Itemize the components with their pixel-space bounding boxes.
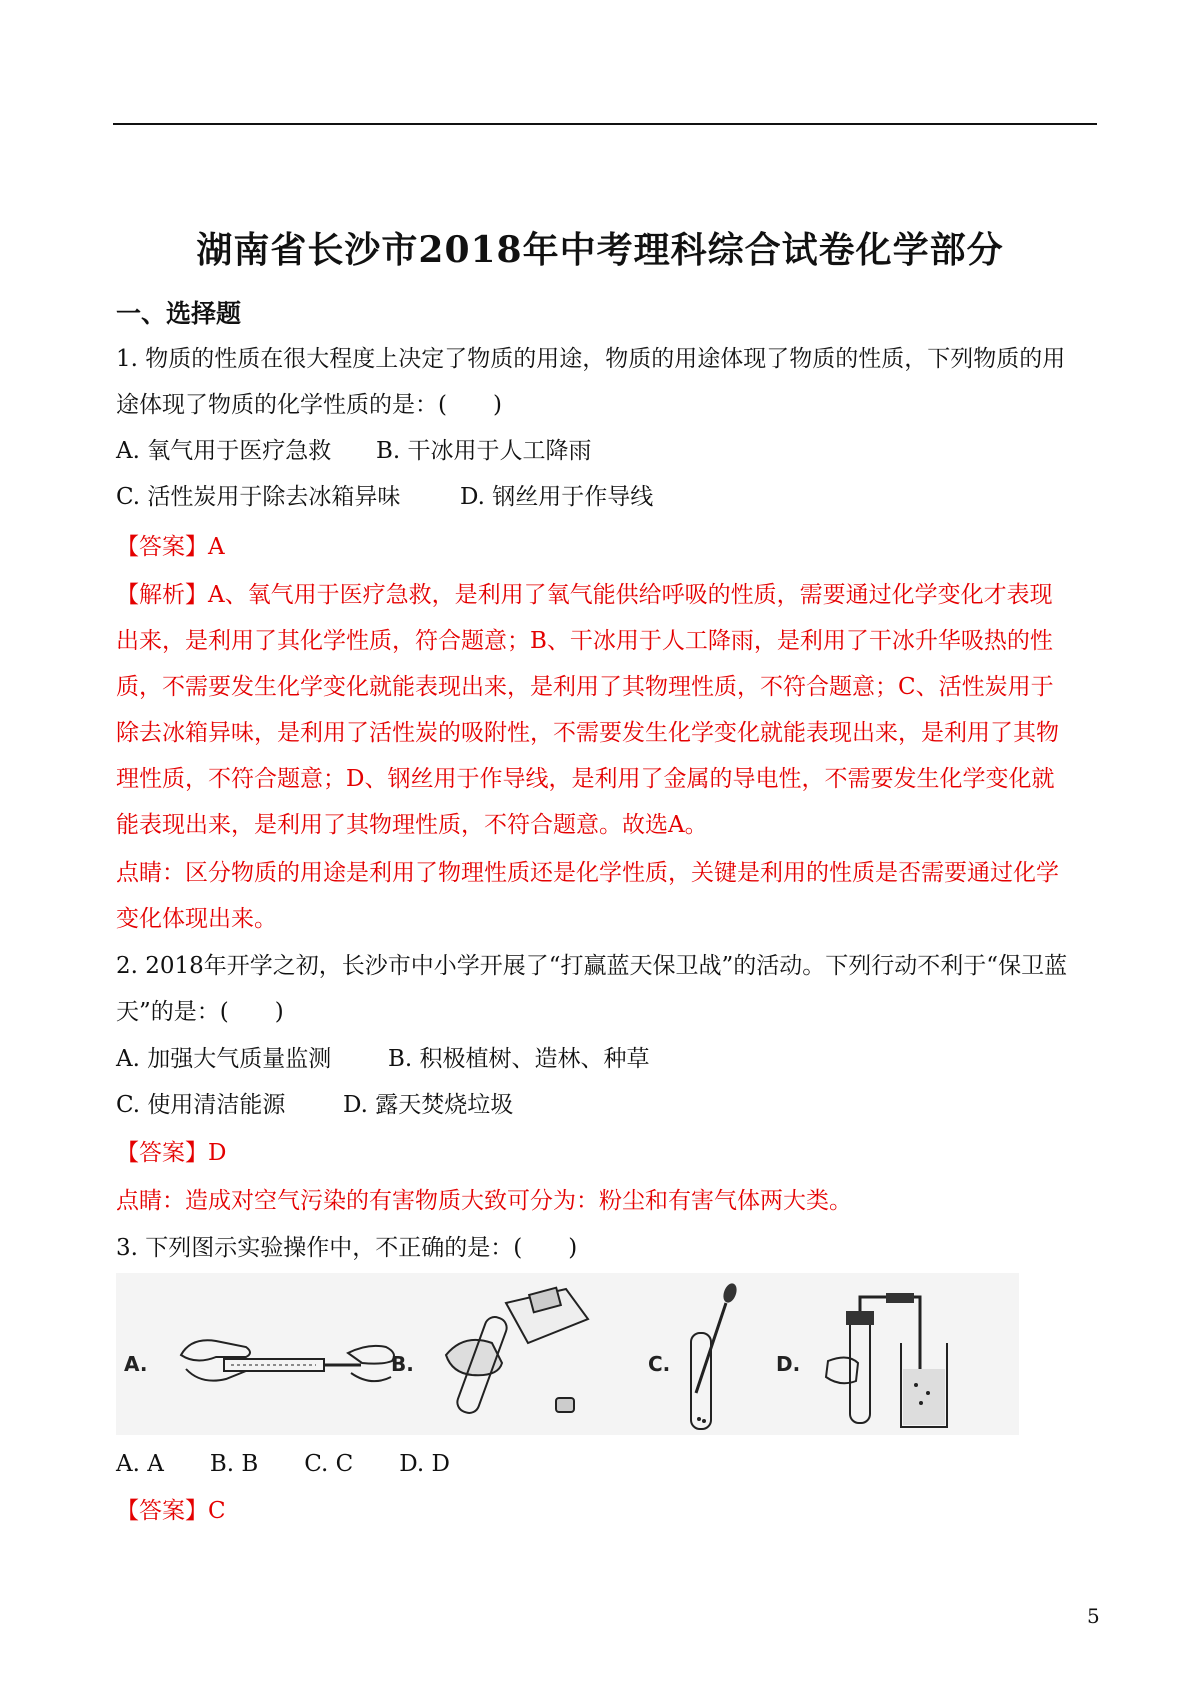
q2-option-c: C. 使用清洁能源	[116, 1092, 286, 1118]
q1-analysis-line: 【解析】A、氧气用于医疗急救，是利用了氧气能供给呼吸的性质，需要通过化学变化才表现	[116, 582, 1053, 608]
q1-analysis-line: 质，不需要发生化学变化就能表现出来，是利用了其物理性质，不符合题意；C、活性炭用于	[116, 674, 1054, 700]
q3-answer: 【答案】C	[116, 1498, 226, 1524]
q1-options-row1	[116, 436, 592, 466]
q1-analysis-line: 理性质，不符合题意；D、钢丝用于作导线，是利用了金属的导电性，不需要发生化学变化就	[116, 766, 1055, 792]
q2-stem-line1: 2. 2018年开学之初，长沙市中小学开展了“打赢蓝天保卫战”的活动。下列行动不利于“保卫蓝	[116, 953, 1068, 979]
q1-option-a: A. 氧气用于医疗急救	[116, 438, 332, 464]
q1-option-c: C. 活性炭用于除去冰箱异味	[116, 484, 401, 510]
section-heading: 一、选择题	[116, 299, 242, 328]
q2-option-a: A. 加强大气质量监测	[116, 1046, 332, 1072]
q2-options-row2	[116, 1090, 513, 1120]
q1-answer: 【答案】A	[116, 534, 225, 560]
q2-options-row1	[116, 1044, 650, 1074]
q1-note-line: 变化体现出来。	[116, 906, 277, 932]
q1-analysis-line: 除去冰箱异味，是利用了活性炭的吸附性，不需要发生化学变化就能表现出来，是利用了其物	[116, 720, 1059, 746]
q2-note: 点睛：造成对空气污染的有害物质大致可分为：粉尘和有害气体两大类。	[116, 1188, 852, 1214]
figure-label-a: A.	[124, 1352, 148, 1376]
q2-option-d: D. 露天焚烧垃圾	[343, 1092, 514, 1118]
q1-analysis-line: 能表现出来，是利用了其物理性质，不符合题意。故选A。	[116, 812, 708, 838]
q3-stem: 3. 下列图示实验操作中，不正确的是：( )	[116, 1235, 578, 1261]
q1-stem-line2: 途体现了物质的化学性质的是：( )	[116, 392, 502, 418]
q1-options-row2	[116, 482, 653, 512]
figure-label-b: B.	[391, 1352, 414, 1376]
q2-stem-line2: 天”的是：( )	[116, 999, 284, 1025]
q1-stem-line1: 1. 物质的性质在很大程度上决定了物质的用途，物质的用途体现了物质的性质，下列物质的用	[116, 346, 1066, 372]
q2-answer: 【答案】D	[116, 1140, 227, 1166]
q3-options: A. A B. B C. C D. D	[116, 1451, 450, 1477]
header-rule	[113, 123, 1097, 125]
document-title: 湖南省长沙市2018年中考理科综合试卷化学部分	[196, 229, 1004, 271]
q1-analysis-line: 出来，是利用了其化学性质，符合题意；B、干冰用于人工降雨，是利用了干冰升华吸热的性	[116, 628, 1053, 654]
page-number: 5	[1087, 1604, 1100, 1628]
q3-figure	[116, 1273, 1019, 1435]
figure-label-c: C.	[648, 1352, 671, 1376]
q1-option-d: D. 钢丝用于作导线	[460, 484, 654, 510]
q1-option-b: B. 干冰用于人工降雨	[376, 438, 592, 464]
figure-label-d: D.	[776, 1352, 801, 1376]
q1-note-line: 点睛：区分物质的用途是利用了物理性质还是化学性质，关键是利用的性质是否需要通过化学	[116, 860, 1059, 886]
q2-option-b: B. 积极植树、造林、种草	[388, 1046, 650, 1072]
